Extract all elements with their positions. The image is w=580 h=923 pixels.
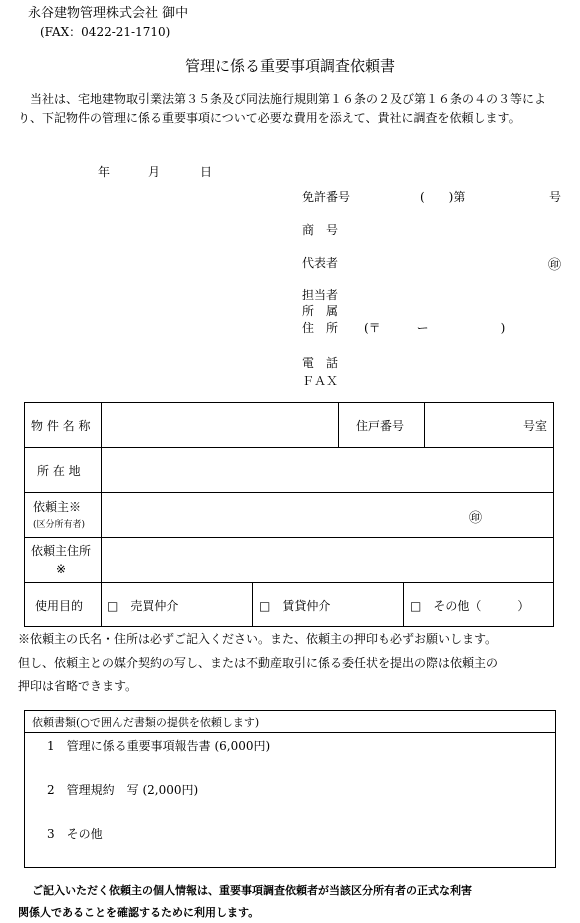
representative-label: 代表者 <box>302 256 339 270</box>
document-item[interactable]: 2 管理規約 写 (2,000円) <box>47 783 199 797</box>
row-divider <box>25 582 553 583</box>
purpose-other-checkbox[interactable]: □ その他（ ） <box>410 599 530 613</box>
phone-label: 電 話 <box>302 356 339 370</box>
document-item[interactable]: 3 その他 <box>47 827 103 841</box>
intro-paragraph: 当社は、宅地建物取引業法第３５条及び同法施行規則第１６条の２及び第１６条の４の３等により、下記物件の管理に係る重要事項について必要な費用を添えて、貴社に調査を依頼します。 <box>18 92 547 125</box>
document-item[interactable]: 1 管理に係る重要事項報告書 (6,000円) <box>47 739 271 753</box>
col-divider <box>424 403 425 447</box>
purpose-sale-checkbox[interactable]: □ 売買仲介 <box>107 599 179 613</box>
col-divider <box>403 582 404 627</box>
purpose-label: 使用目的 <box>35 599 84 613</box>
date-month[interactable]: 月 <box>148 165 161 179</box>
requester-address-note: ※ <box>56 562 67 576</box>
license-no: 号 <box>549 190 562 204</box>
row-divider <box>25 492 553 493</box>
location-label: 所 在 地 <box>37 464 81 478</box>
requester-seal-icon: ㊞ <box>469 511 483 526</box>
department-label: 所 属 <box>302 304 339 318</box>
privacy-notice-line: ご記入いただく依頼主の個人情報は、重要事項調査依頼者が当該区分所有者の正式な利害 <box>32 884 472 897</box>
row-divider <box>25 537 553 538</box>
note-line: ※依頼主の氏名・住所は必ずご記入ください。また、依頼主の押印も必ずお願いします。 <box>18 632 498 646</box>
license-label: 免許番号 <box>302 190 351 204</box>
note-line: 但し、依頼主との媒介契約の写し、または不動産取引に係る委任状を提出の際は依頼主の <box>18 656 499 670</box>
recipient: 永谷建物管理株式会社 御中 <box>28 6 189 21</box>
documents-header-divider <box>25 732 555 733</box>
staff-label: 担当者 <box>302 288 339 302</box>
trade-name-label: 商 号 <box>302 223 339 237</box>
requester-label: 依頼主※ <box>33 500 82 514</box>
requester-address-label: 依頼主住所 <box>31 544 92 558</box>
documents-header: 依頼書類(○で囲んだ書類の提供を依頼します) <box>32 716 260 729</box>
property-name-label: 物 件 名 称 <box>31 419 91 433</box>
unit-number-label: 住戸番号 <box>356 419 405 433</box>
col-divider <box>252 582 253 627</box>
seal-icon: ㊞ <box>548 258 562 273</box>
purpose-rent-checkbox[interactable]: □ 賃貸仲介 <box>259 599 331 613</box>
documents-box <box>24 710 556 868</box>
fax-number: (FAX：0422-21-1710) <box>40 25 171 39</box>
date-day[interactable]: 日 <box>200 165 213 179</box>
address-label: 住 所 <box>302 321 339 335</box>
room-label: 号室 <box>523 419 548 433</box>
property-table <box>24 402 554 627</box>
postal-code[interactable]: (〒 ー ) <box>364 321 506 335</box>
requester-sub-label: (区分所有者) <box>33 520 86 530</box>
note-line: 押印は省略できます。 <box>18 679 138 693</box>
license-paren[interactable]: ( )第 <box>420 190 466 204</box>
privacy-notice-line: 関係人であることを確認するために利用します。 <box>18 906 260 919</box>
row-divider <box>25 447 553 448</box>
col-divider <box>338 403 339 447</box>
col-divider <box>101 403 102 627</box>
date-year[interactable]: 年 <box>98 165 111 179</box>
page-title: 管理に係る重要事項調査依頼書 <box>184 57 395 75</box>
fax-label: ＦＡＸ <box>302 374 339 388</box>
